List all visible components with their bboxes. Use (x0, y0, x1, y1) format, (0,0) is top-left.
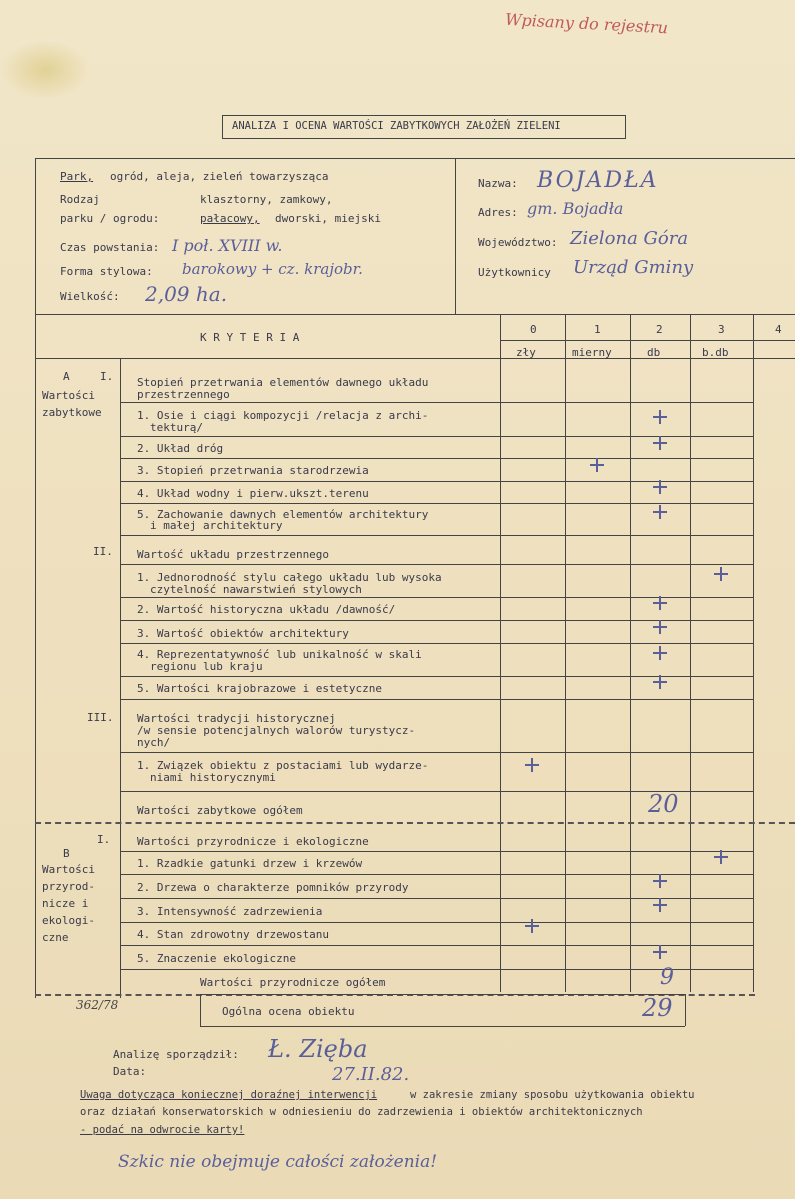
row-line (120, 564, 753, 565)
forma-value: barokowy + cz. krajobr. (182, 260, 363, 278)
score-mark (653, 874, 667, 888)
grade-1: mierny (572, 346, 612, 359)
nazwa-label: Nazwa: (478, 177, 518, 190)
criterion-b-2: 2. Drzewa o charakterze pomników przyrody (137, 881, 409, 894)
criterion-a2-1-line2: czytelność nawarstwień stylowych (150, 583, 362, 596)
wojewodztwo-label: Województwo: (478, 236, 558, 249)
score-3: 3 (718, 323, 725, 336)
section-a-roman-1: I. (100, 370, 114, 383)
uwaga-line2: oraz działań konserwatorskich w odniesieniu do zadrzewienia i obiektów architektonicznych (80, 1106, 643, 1118)
row-line (120, 922, 753, 923)
nazwa-value: BOJADŁA (537, 168, 659, 193)
row-line (120, 969, 753, 970)
total-a-label: Wartości zabytkowe ogółem (137, 804, 303, 817)
group1-title-2: przestrzennego (137, 388, 230, 401)
forma-label: Forma stylowa: (60, 265, 153, 278)
score-mark (653, 620, 667, 634)
parku-label: parku / ogrodu: (60, 212, 160, 225)
czas-label: Czas powstania: (60, 241, 160, 254)
criterion-a2-2: 2. Wartość historyczna układu /dawność/ (137, 603, 396, 616)
frame-left (35, 158, 36, 998)
score-mark (714, 850, 728, 864)
row-line (120, 402, 753, 403)
rodzaj-options-1: klasztorny, zamkowy, (200, 193, 333, 206)
data-value: 27.II.82. (332, 1064, 410, 1085)
section-a-label-1: Wartości (42, 389, 95, 402)
criterion-a2-4-line2: regionu lub kraju (150, 660, 263, 673)
header-divider (455, 158, 456, 314)
total-a-value: 20 (648, 790, 679, 818)
criterion-a2-4-line1: 4. Reprezentatywność lub unikalność w skali (137, 648, 422, 661)
score-mark (653, 675, 667, 689)
criterion-a1-5-line1: 5. Zachowanie dawnych elementów architektury (137, 508, 429, 521)
section-a-letter: A (63, 370, 70, 383)
score-mark (653, 410, 667, 424)
score-mark (653, 480, 667, 494)
section-a-label-2: zabytkowe (42, 406, 102, 419)
type-rest: ogród, aleja, zieleń towarzysząca (110, 170, 329, 183)
section-b-label-3: nicze i (42, 897, 89, 910)
overall-bottom (200, 1026, 685, 1027)
criterion-a2-1-line1: 1. Jednorodność stylu całego układu lub wysoka (137, 571, 442, 584)
uzytkownicy-label: Użytkownicy (478, 266, 551, 279)
row-line (120, 503, 753, 504)
czas-value: I poł. XVIII w. (172, 236, 283, 255)
section-a-roman-3: III. (87, 711, 114, 724)
analize-label: Analizę sporządził: (113, 1048, 239, 1061)
criterion-a1-1-line2: tekturą/ (150, 421, 203, 434)
grade-3: b.db (702, 346, 729, 359)
score-mark (653, 646, 667, 660)
adres-label: Adres: (478, 206, 518, 219)
group1-title-1: Stopień przetrwania elementów dawnego układu (137, 376, 429, 389)
criterion-a1-5-line2: i małej architektury (150, 519, 283, 532)
total-b-value: 9 (660, 965, 674, 990)
header-mid-line (500, 340, 795, 341)
criterion-b-5: 5. Znaczenie ekologiczne (137, 952, 296, 965)
criterion-a1-3: 3. Stopień przetrwania starodrzewia (137, 464, 369, 477)
group3-title-3: nych/ (137, 736, 171, 749)
uwaga-line1-rest: w zakresie zmiany sposobu użytkowania obiektu (410, 1089, 695, 1101)
row-line (120, 699, 753, 700)
col-line-0 (500, 314, 501, 992)
rodzaj-label: Rodzaj (60, 193, 100, 206)
group2-title: Wartość układu przestrzennego (137, 548, 330, 561)
score-mark (590, 458, 604, 472)
section-b-roman-1: I. (97, 833, 111, 846)
score-mark (653, 505, 667, 519)
overall-left (200, 994, 201, 1026)
col-line-1 (565, 314, 566, 992)
paper-stain (0, 40, 90, 100)
rodzaj-options-2: dworski, miejski (275, 212, 381, 225)
overall-top (200, 994, 685, 995)
analize-signature: Ł. Zięba (268, 1035, 368, 1063)
criterion-a1-2: 2. Układ dróg (137, 442, 224, 455)
criterion-a2-5: 5. Wartości krajobrazowe i estetyczne (137, 682, 383, 695)
overall-label: Ogólna ocena obiektu (222, 1005, 355, 1018)
section-b-label-4: ekologi- (42, 914, 95, 927)
grid-header-bottom (35, 358, 795, 359)
total-b-label: Wartości przyrodnicze ogółem (200, 976, 386, 989)
group3-title-1: Wartości tradycji historycznej (137, 712, 336, 725)
score-mark (653, 898, 667, 912)
section-b-label-1: Wartości (42, 863, 95, 876)
top-note: Wpisany do rejestru (504, 9, 669, 38)
overall-right (685, 994, 686, 1026)
row-line (120, 752, 753, 753)
criterion-b-4: 4. Stan zdrowotny drzewostanu (137, 928, 330, 941)
score-mark (653, 596, 667, 610)
row-line (120, 458, 753, 459)
section-divider (35, 822, 795, 824)
section-b-letter: B (63, 847, 70, 860)
row-line (120, 535, 753, 536)
header-bottom (35, 314, 795, 315)
adres-value: gm. Bojadła (527, 199, 624, 218)
score-0: 0 (530, 323, 537, 336)
rodzaj-palacowy: pałacowy, (200, 212, 260, 225)
criterion-a2-3: 3. Wartość obiektów architektury (137, 627, 349, 640)
score-1: 1 (594, 323, 601, 336)
section-a-roman-2: II. (93, 545, 113, 558)
uzytkownicy-value: Urząd Gminy (573, 257, 694, 278)
uwaga-line1-underlined: Uwaga dotycząca koniecznej doraźnej interwencji (80, 1089, 378, 1101)
bottom-note: Szkic nie obejmuje całości założenia! (118, 1152, 438, 1172)
col-line-4 (753, 314, 754, 992)
row-line (120, 851, 753, 852)
section-b-label-2: przyrod- (42, 880, 95, 893)
grade-2: db (647, 346, 661, 359)
col-line-3 (690, 314, 691, 992)
reference-number: 362/78 (76, 998, 119, 1012)
criterion-b-1: 1. Rzadkie gatunki drzew i krzewów (137, 857, 363, 870)
criterion-a3-1-line1: 1. Związek obiektu z postaciami lub wydarze- (137, 759, 429, 772)
col-line-2 (630, 314, 631, 992)
criterion-a3-1-line2: niami historycznymi (150, 771, 276, 784)
label-col-line (120, 358, 121, 998)
criterion-a1-4: 4. Układ wodny i pierw.ukszt.terenu (137, 487, 369, 500)
score-mark (653, 945, 667, 959)
wielkosc-label: Wielkość: (60, 290, 120, 303)
wojewodztwo-value: Zielona Góra (570, 228, 689, 249)
section-b-label-5: czne (42, 931, 69, 944)
score-mark (525, 919, 539, 933)
score-4: 4 (775, 323, 782, 336)
grade-0: zły (516, 346, 536, 359)
score-mark (525, 758, 539, 772)
score-mark (653, 436, 667, 450)
overall-value: 29 (642, 994, 673, 1022)
group-b-title: Wartości przyrodnicze i ekologiczne (137, 835, 369, 848)
criterion-b-3: 3. Intensywność zadrzewienia (137, 905, 323, 918)
group3-title-2: /w sensie potencjalnych walorów turystycz- (137, 724, 416, 737)
page-title: ANALIZA I OCENA WARTOŚCI ZABYTKOWYCH ZAŁOŻEŃ ZIELENI (232, 120, 561, 132)
row-line (120, 643, 753, 644)
data-label: Data: (113, 1065, 147, 1078)
frame-top (35, 158, 795, 159)
uwaga-line3: - podać na odwrocie karty! (80, 1124, 245, 1136)
score-mark (714, 567, 728, 581)
criterion-a1-1-line1: 1. Osie i ciągi kompozycji /relacja z archi- (137, 409, 429, 422)
wielkosc-value: 2,09 ha. (145, 282, 228, 306)
score-2: 2 (656, 323, 663, 336)
kryteria-header: K R Y T E R I A (200, 331, 300, 344)
type-park: Park, (60, 170, 94, 183)
